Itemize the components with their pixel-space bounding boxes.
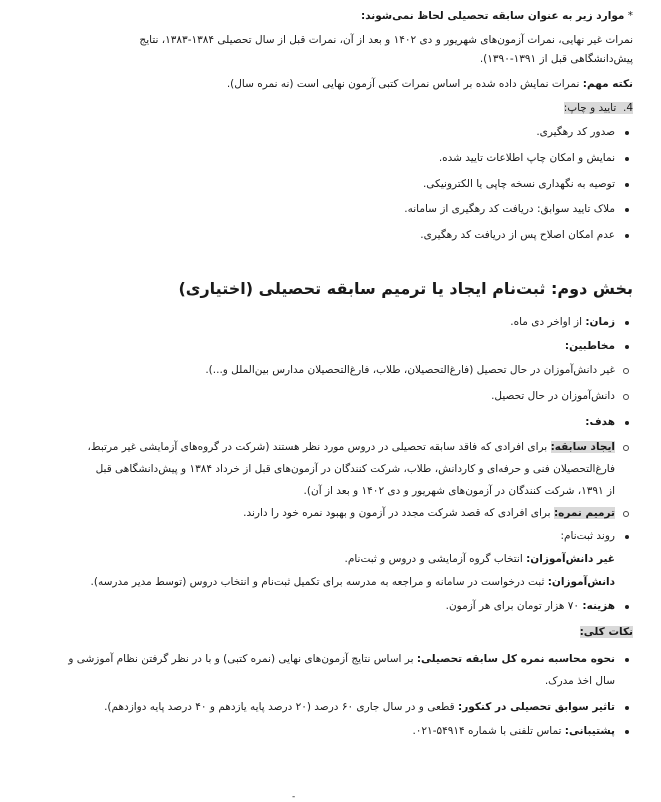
- important-note: [30, 76, 633, 93]
- list-item: عدم امکان اصلاح پس از دریافت کد رهگیری.: [30, 227, 615, 244]
- general-notes-heading: [30, 624, 633, 641]
- page-number: -: [292, 792, 296, 802]
- non-student-text: انتخاب گروه آزمایشی و دروس و ثبت‌نام.: [344, 553, 527, 565]
- fee-item: [30, 598, 615, 615]
- effect-text: قطعی و در سال جاری ۶۰ درصد (۲۰ درصد پایه یازدهم و ۴۰ درصد پایه دوازدهم).: [104, 701, 458, 713]
- section-4-title-highlight: [564, 102, 633, 114]
- list-item: غیر دانش‌آموزان در حال تحصیل (فارغ‌التحصیلان، طلاب، فارغ‌التحصیلان مدارس بین‌الملل و...).: [30, 362, 615, 379]
- repair-label: ترمیم نمره:: [553, 507, 615, 519]
- effect-item: [30, 699, 615, 716]
- list-item: نمایش و امکان چاپ اطلاعات تایید شده.: [30, 150, 615, 167]
- time-value: از اواخر دی ماه.: [510, 316, 586, 328]
- calc-item: [30, 651, 615, 668]
- fee-label: هزینه:: [582, 600, 615, 612]
- part-2-title: بخش دوم: ثبت‌نام ایجاد یا ترمیم سابقه تحصیلی (اختیاری): [178, 279, 633, 298]
- non-student-label: غیر دانش‌آموزان:: [526, 553, 615, 565]
- list-item: توصیه به نگهداری نسخه چاپی یا الکترونیکی.: [30, 176, 615, 193]
- goal-label: هدف:: [585, 416, 615, 428]
- exclusions-heading: [30, 8, 633, 25]
- repair-item: [30, 505, 615, 522]
- effect-label: تاثیر سوابق تحصیلی در کنکور:: [458, 701, 615, 713]
- exclusions-line-2: پیش‌دانشگاهی قبل از ۱۳۹۱-۱۳۹۰).: [479, 53, 633, 65]
- section-4-heading: [30, 100, 633, 117]
- calc-line-1: بر اساس نتایج آزمون‌های نهایی (نمره کتبی) و با در نظر گرفتن نظام آموزشی و: [68, 653, 417, 665]
- section-4-title: تایید و چاپ:: [563, 102, 617, 114]
- time-item: [30, 314, 615, 331]
- calc-line-2: سال اخذ مدرک.: [544, 675, 615, 687]
- student-line: [30, 574, 615, 591]
- create-record-label: ایجاد سابقه:: [550, 441, 615, 453]
- list-item: دانش‌آموزان در حال تحصیل.: [30, 388, 615, 405]
- list-item: ملاک تایید سوابق: دریافت کد رهگیری از سامانه.: [30, 201, 615, 218]
- student-text: ثبت درخواست در سامانه و مراجعه به مدرسه برای تکمیل ثبت‌نام و انتخاب دروس (توسط مدیر مدرسه).: [90, 576, 548, 588]
- student-label: دانش‌آموزان:: [547, 576, 615, 588]
- process-item: روند ثبت‌نام:: [30, 528, 615, 545]
- calc-label: نحوه محاسبه نمره کل سابقه تحصیلی:: [416, 653, 615, 665]
- repair-text: برای افرادی که قصد شرکت مجدد در آزمون و بهبود نمره خود را دارند.: [243, 507, 554, 519]
- section-4-number: 4.: [622, 102, 633, 114]
- create-record-line-2: فارغ‌التحصیلان فنی و حرفه‌ای و کاردانش، طلاب، شرکت کنندگان در آزمون‌های قبل از خرداد ۱۳۸۴ و پیش‌دانشگاهی قبل: [95, 463, 615, 475]
- goal-item: [30, 414, 615, 431]
- audience-label: مخاطبین:: [564, 340, 615, 352]
- asterisk: *: [627, 10, 633, 22]
- note-text: نمرات نمایش داده شده بر اساس نمرات کتبی آزمون نهایی است (نه نمره سال).: [226, 78, 583, 90]
- create-record-line-3: از ۱۳۹۱، شرکت کنندگان در آزمون‌های شهریور و دی ۱۴۰۲ و بعد از آن).: [303, 485, 615, 497]
- support-item: [30, 723, 615, 740]
- time-label: زمان:: [585, 316, 615, 328]
- exclusions-line-1: نمرات غیر نهایی، نمرات آزمون‌های شهریور و دی ۱۴۰۲ و بعد از آن، نمرات قبل از سال تحصیلی ۱۳۸۴-۱۳۸۳، نتایج: [139, 34, 633, 46]
- support-label: پشتیبانی:: [564, 725, 615, 737]
- fee-text: ۷۰ هزار تومان برای هر آزمون.: [445, 600, 583, 612]
- exclusions-heading-text: موارد زیر به عنوان سابقه تحصیلی لحاظ نمی‌شوند:: [361, 10, 625, 22]
- audience-item: [30, 338, 615, 355]
- general-notes-title: نکات کلی:: [579, 626, 633, 638]
- list-item: صدور کد رهگیری.: [30, 124, 615, 141]
- create-record-item: [30, 439, 615, 456]
- non-student-line: [30, 551, 615, 568]
- create-record-line-1: برای افرادی که فاقد سابقه تحصیلی در دروس مورد نظر هستند (شرکت در گروه‌های آزمایشی غیر مرتبط،: [87, 441, 551, 453]
- support-text: تماس تلفنی با شماره ۵۴۹۱۴-۰۲۱.: [412, 725, 565, 737]
- note-label: نکته مهم:: [582, 78, 633, 90]
